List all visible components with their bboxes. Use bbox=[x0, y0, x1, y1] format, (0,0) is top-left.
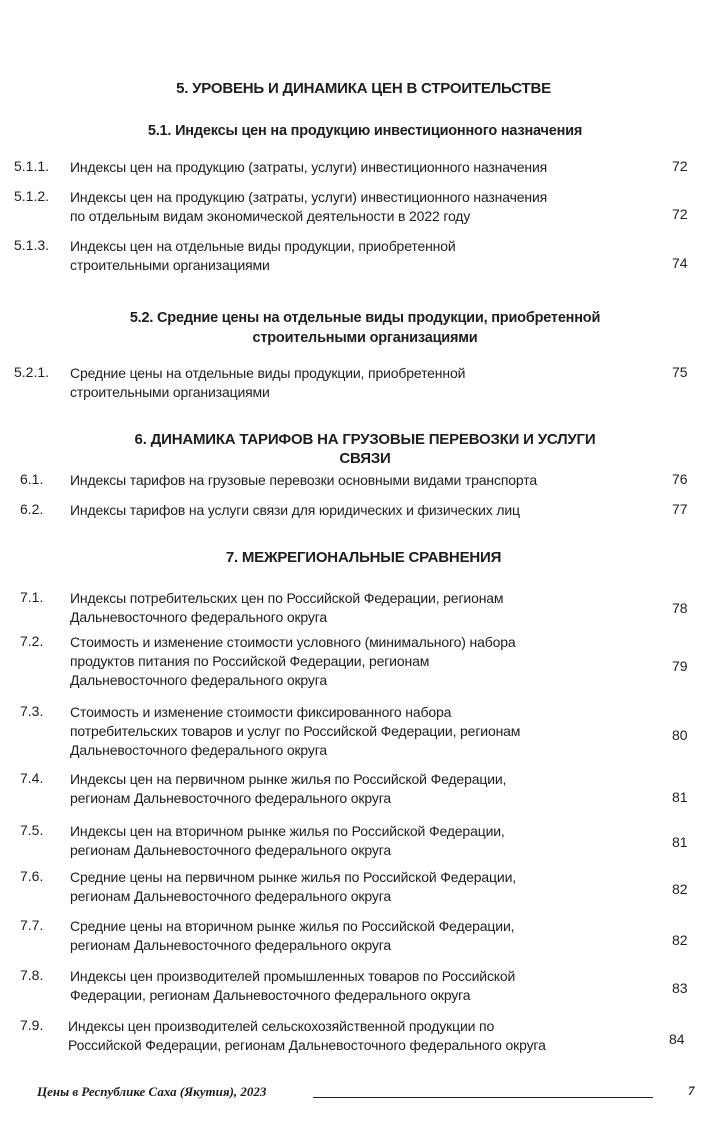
entry-page: 82 bbox=[672, 932, 688, 948]
entry-number: 6.2. bbox=[20, 501, 44, 517]
entry-page: 74 bbox=[672, 255, 688, 271]
entry-text: Индексы цен производителей промышленных товаров по Российской Федерации, регионам Дальневосточного федерального округа bbox=[70, 968, 516, 1003]
entry-text: Индексы тарифов на услуги связи для юридических и физических лиц bbox=[70, 502, 520, 518]
entry-number: 7.9. bbox=[20, 1017, 44, 1033]
section-5-2-heading: 5.2. Средние цены на отдельные виды продукции, приобретенной строительными организациями bbox=[129, 310, 601, 346]
entry-text: Индексы цен на первичном рынке жилья по Российской Федерации, регионам Дальневосточного федерального округа bbox=[70, 771, 507, 806]
entry-number: 7.2. bbox=[20, 633, 44, 649]
entry-text: Индексы потребительских цен по Российской Федерации, регионам Дальневосточного федерального округа bbox=[70, 590, 504, 625]
entry-number: 5.1.2. bbox=[14, 188, 50, 204]
entry-text: Стоимость и изменение стоимости условного (минимального) набора продуктов питания по Российской Федерации, регионам Дальневосточного федерального округа bbox=[70, 634, 516, 688]
entry-text: Индексы цен на вторичном рынке жилья по Российской Федерации, регионам Дальневосточного федерального округа bbox=[70, 823, 505, 858]
entry-text: Индексы цен на продукцию (затраты, услуги) инвестиционного назначения по отдельным видам экономической деятельности в 2022 году bbox=[70, 189, 548, 224]
entry-text: Индексы тарифов на грузовые перевозки основными видами транспорта bbox=[70, 472, 538, 488]
entry-page: 81 bbox=[672, 834, 688, 850]
entry-page: 79 bbox=[672, 658, 688, 674]
entry-number: 5.1.1. bbox=[14, 158, 50, 174]
entry-page: 81 bbox=[672, 789, 688, 805]
entry-page: 76 bbox=[672, 471, 688, 487]
entry-number: 7.7. bbox=[20, 917, 44, 933]
entry-page: 78 bbox=[672, 600, 688, 616]
footer-publication-title: Цены в Республике Саха (Якутия), 2023 bbox=[37, 1084, 267, 1099]
entry-text: Индексы цен на продукцию (затраты, услуги) инвестиционного назначения bbox=[70, 159, 548, 175]
section-7-heading: 7. МЕЖРЕГИОНАЛЬНЫЕ СРАВНЕНИЯ bbox=[225, 549, 502, 566]
entry-number: 7.4. bbox=[20, 770, 44, 786]
entry-page: 83 bbox=[672, 980, 688, 996]
entry-number: 5.1.3. bbox=[14, 237, 50, 253]
entry-number: 7.6. bbox=[20, 868, 44, 884]
entry-number: 7.5. bbox=[20, 822, 44, 838]
entry-page: 82 bbox=[672, 881, 688, 897]
entry-text: Индексы цен на отдельные виды продукции, приобретенной строительными организациями bbox=[70, 238, 456, 273]
entry-number: 7.3. bbox=[20, 703, 44, 719]
entry-page: 80 bbox=[672, 727, 688, 743]
entry-text: Средние цены на первичном рынке жилья по Российской Федерации, регионам Дальневосточного федерального округа bbox=[70, 869, 516, 904]
entry-number: 7.8. bbox=[20, 967, 44, 983]
footer-page-number: 7 bbox=[688, 1083, 695, 1098]
entry-page: 72 bbox=[672, 206, 688, 222]
entry-number: 5.2.1. bbox=[14, 364, 50, 380]
section-6-heading: 6. ДИНАМИКА ТАРИФОВ НА ГРУЗОВЫЕ ПЕРЕВОЗКИ И УСЛУГИ СВЯЗИ bbox=[134, 431, 596, 467]
footer-rule bbox=[313, 1097, 653, 1098]
section-5-1-heading: 5.1. Индексы цен на продукцию инвестиционного назначения bbox=[147, 123, 583, 139]
entry-page: 84 bbox=[669, 1031, 685, 1047]
entry-page: 72 bbox=[672, 158, 688, 174]
entry-number: 6.1. bbox=[20, 471, 44, 487]
entry-text: Стоимость и изменение стоимости фиксированного набора потребительских товаров и услуг по Российской Федерации, регионам Дальневосточного федерального округа bbox=[70, 704, 521, 758]
section-5-heading: 5. УРОВЕНЬ И ДИНАМИКА ЦЕН В СТРОИТЕЛЬСТВЕ bbox=[176, 80, 551, 97]
entry-page: 77 bbox=[672, 501, 688, 517]
entry-text: Средние цены на отдельные виды продукции, приобретенной строительными организациями bbox=[70, 365, 466, 400]
entry-text: Индексы цен производителей сельскохозяйственной продукции по Российской Федерации, регионам Дальневосточного федерального округа bbox=[68, 1018, 546, 1053]
entry-text: Средние цены на вторичном рынке жилья по Российской Федерации, регионам Дальневосточного федерального округа bbox=[70, 918, 515, 953]
entry-number: 7.1. bbox=[20, 589, 44, 605]
entry-page: 75 bbox=[672, 364, 688, 380]
